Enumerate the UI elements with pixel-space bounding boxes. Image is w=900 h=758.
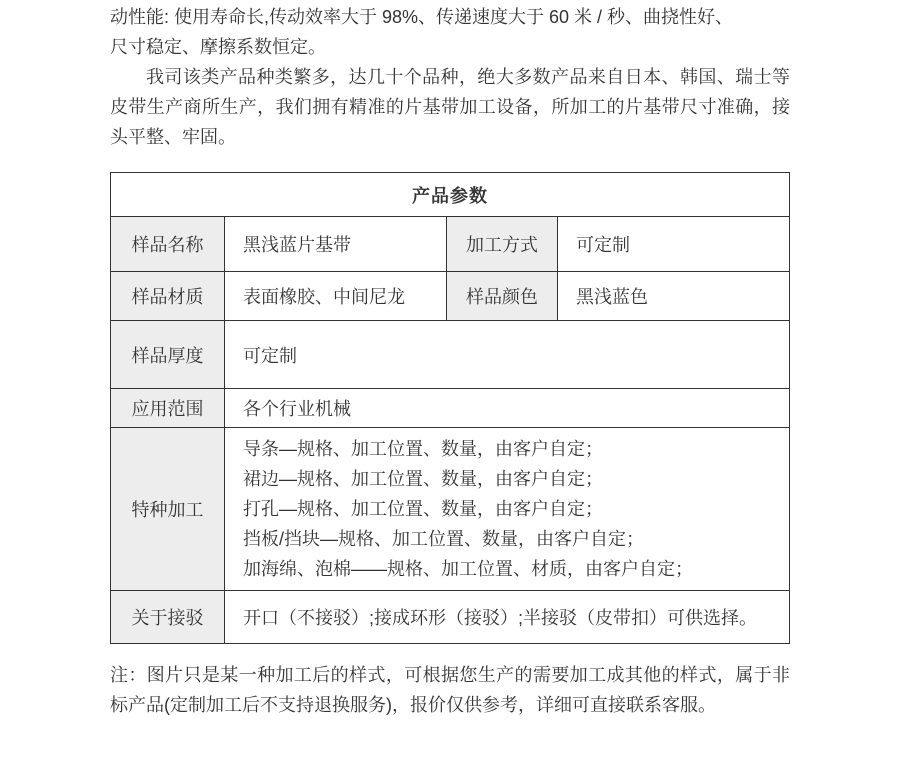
table-title: 产品参数 xyxy=(111,173,790,217)
label-sample-thickness: 样品厚度 xyxy=(111,321,225,389)
special-processing-line: 裙边—规格、加工位置、数量，由客户自定； xyxy=(243,469,603,489)
value-sample-material: 表面橡胶、中间尼龙 xyxy=(225,272,447,321)
special-processing-line: 导条—规格、加工位置、数量，由客户自定； xyxy=(243,439,603,459)
performance-line-2: 尺寸稳定、摩擦系数恒定。 xyxy=(110,37,326,57)
performance-line-1: 动性能: 使用寿命长,传动效率大于 98%、传递速度大于 60 米 / 秒、曲挠性好、 xyxy=(110,7,734,27)
value-special-processing xyxy=(225,428,790,591)
value-application-scope: 各个行业机械 xyxy=(225,389,790,428)
value-joint-options: 开口（不接驳）;接成环形（接驳）;半接驳（皮带扣）可供选择。 xyxy=(225,591,790,644)
label-sample-material: 样品材质 xyxy=(111,272,225,321)
label-joint-options: 关于接驳 xyxy=(111,591,225,644)
label-application-scope: 应用范围 xyxy=(111,389,225,428)
special-processing-line: 打孔—规格、加工位置、数量，由客户自定； xyxy=(243,499,603,519)
value-sample-name: 黑浅蓝片基带 xyxy=(225,217,447,272)
label-sample-color: 样品颜色 xyxy=(447,272,558,321)
special-processing-line: 挡板/挡块—规格、加工位置、数量，由客户自定； xyxy=(243,529,644,549)
value-processing-method: 可定制 xyxy=(558,217,790,272)
row-application-scope xyxy=(111,389,790,428)
label-special-processing: 特种加工 xyxy=(111,428,225,591)
value-sample-color: 黑浅蓝色 xyxy=(558,272,790,321)
label-sample-name: 样品名称 xyxy=(111,217,225,272)
product-params-table xyxy=(110,172,790,644)
value-sample-thickness: 可定制 xyxy=(225,321,790,389)
note-paragraph: 注：图片只是某一种加工后的样式，可根据您生产的需要加工成其他的样式，属于非标产品(定制加工后不支持退换服务)，报价仅供参考，详细可直接联系客服。 xyxy=(110,665,790,715)
row-special-processing xyxy=(111,428,790,591)
special-processing-line: 加海绵、泡棉——规格、加工位置、材质，由客户自定； xyxy=(243,559,693,579)
company-intro-paragraph: 我司该类产品种类繁多，达几十个品种，绝大多数产品来自日本、韩国、瑞士等皮带生产商所生产，我们拥有精准的片基带加工设备，所加工的片基带尺寸准确，接头平整、牢固。 xyxy=(110,67,790,147)
row-sample-material xyxy=(111,272,790,321)
row-sample-name xyxy=(111,217,790,272)
label-processing-method: 加工方式 xyxy=(447,217,558,272)
row-joint-options xyxy=(111,591,790,644)
table-title-row xyxy=(111,173,790,217)
performance-paragraph xyxy=(110,2,790,62)
product-description-section xyxy=(110,0,790,720)
row-sample-thickness xyxy=(111,321,790,389)
